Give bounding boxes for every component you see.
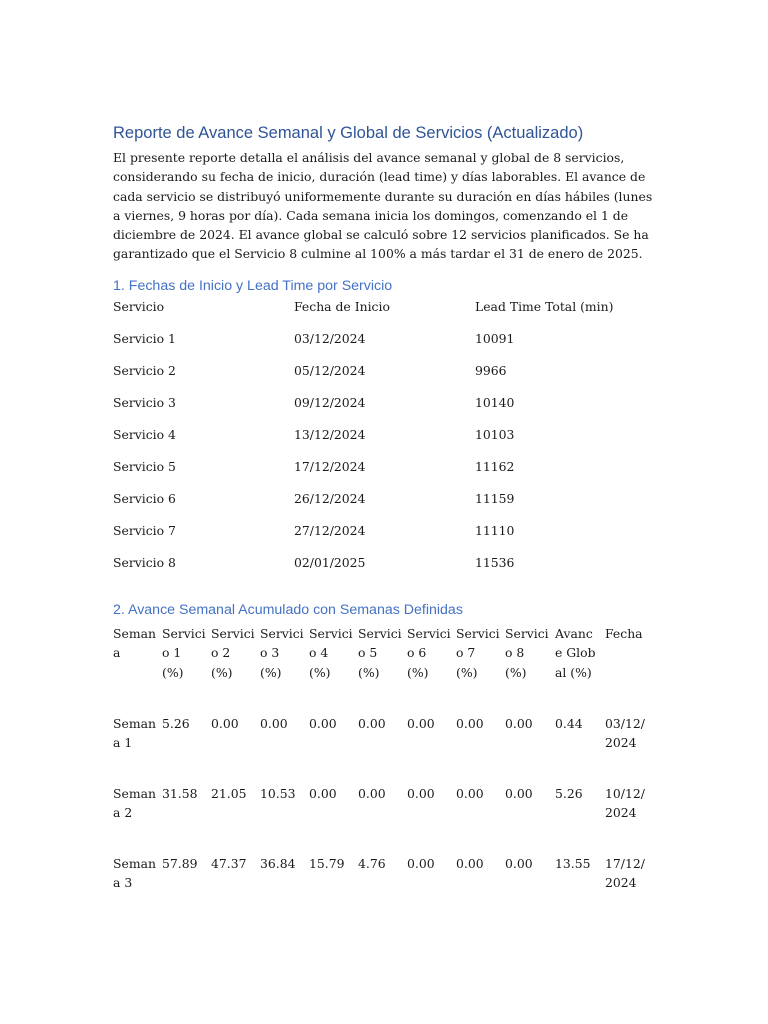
column-header: Fecha — [605, 626, 643, 641]
column-header: Fecha de Inicio — [294, 299, 390, 314]
table-cell: 0.00 — [505, 856, 533, 871]
table-cell: 26/12/2024 — [294, 491, 366, 506]
table-cell: 05/12/2024 — [294, 363, 366, 378]
table-cell: 09/12/2024 — [294, 395, 366, 410]
table-cell: 0.00 — [407, 786, 435, 801]
table-cell: Servicio 7 — [113, 523, 176, 538]
table-cell: 47.37 — [211, 856, 247, 871]
table-cell: 0.00 — [505, 716, 533, 731]
table-cell: 0.00 — [309, 786, 337, 801]
table-cell: 10/12/2024 — [605, 786, 645, 821]
column-header: Servicio 7 (%) — [456, 626, 500, 680]
report-title: Reporte de Avance Semanal y Global de Servicios (Actualizado) — [113, 124, 584, 142]
table-cell: 17/12/2024 — [294, 459, 366, 474]
column-header: Lead Time Total (min) — [475, 299, 614, 314]
table-cell: 4.76 — [358, 856, 386, 871]
table-cell: 0.00 — [309, 716, 337, 731]
column-header: Semana — [113, 626, 156, 661]
column-header: Servicio 8 (%) — [505, 626, 549, 680]
table-cell: 0.00 — [505, 786, 533, 801]
table-cell: 10.53 — [260, 786, 296, 801]
table-cell: 0.00 — [211, 716, 239, 731]
column-header: Servicio 1 (%) — [162, 626, 206, 680]
table-cell: Servicio 6 — [113, 491, 176, 506]
table-cell: 0.00 — [260, 716, 288, 731]
table-cell: 0.00 — [407, 856, 435, 871]
column-header: Servicio 3 (%) — [260, 626, 304, 680]
section1-heading: 1. Fechas de Inicio y Lead Time por Servicio — [113, 278, 393, 294]
table-cell: 13/12/2024 — [294, 427, 366, 442]
table-cell: 31.58 — [162, 786, 198, 801]
column-header: Avance Global (%) — [555, 626, 596, 680]
table-cell: Servicio 8 — [113, 555, 176, 570]
table-cell: 9966 — [475, 363, 507, 378]
table-cell: 10140 — [475, 395, 515, 410]
table-cell: 0.00 — [407, 716, 435, 731]
table-cell: 03/12/2024 — [294, 331, 366, 346]
section2-heading: 2. Avance Semanal Acumulado con Semanas Definidas — [113, 602, 463, 618]
table-cell: Servicio 3 — [113, 395, 176, 410]
table-cell: Servicio 5 — [113, 459, 176, 474]
table-cell: Servicio 1 — [113, 331, 176, 346]
column-header: Servicio 6 (%) — [407, 626, 451, 680]
table-cell: 03/12/2024 — [605, 716, 645, 751]
intro-paragraph: El presente reporte detalla el análisis del avance semanal y global de 8 servicios, considerando su fecha de inicio, duración (lead time) y días laborables. El avance de cada servicio se distribuyó uniformemente durante su duración en días hábiles (lunes a viernes, 9 horas por día). Cada semana inicia los domingos, comenzando el 1 de diciembre de 2024. El avance global se calculó sobre 12 servicios planificados. Se ha garantizado que el Servicio 8 culmine al 100% a más tardar el 31 de enero de 2025. — [113, 150, 653, 262]
table-cell: 13.55 — [555, 856, 591, 871]
column-header: Servicio 5 (%) — [358, 626, 402, 680]
table-cell: 0.00 — [456, 856, 484, 871]
table-cell: Servicio 4 — [113, 427, 176, 442]
table-cell: Semana 3 — [113, 856, 156, 891]
table-cell: 0.44 — [555, 716, 583, 731]
table-cell: 17/12/2024 — [605, 856, 645, 891]
table-cell: Servicio 2 — [113, 363, 176, 378]
table-cell: 5.26 — [162, 716, 190, 731]
column-header: Servicio — [113, 299, 165, 314]
table-cell: 11162 — [475, 459, 515, 474]
table-cell: 36.84 — [260, 856, 296, 871]
table-cell: 02/01/2025 — [294, 555, 366, 570]
table-cell: 0.00 — [456, 716, 484, 731]
table-cell: 10091 — [475, 331, 515, 346]
column-header: Servicio 4 (%) — [309, 626, 353, 680]
table-cell: 15.79 — [309, 856, 345, 871]
table-cell: 0.00 — [456, 786, 484, 801]
table-cell: 0.00 — [358, 786, 386, 801]
table-cell: 11159 — [475, 491, 515, 506]
table-cell: Semana 1 — [113, 716, 156, 751]
table-cell: 10103 — [475, 427, 515, 442]
table-cell: 5.26 — [555, 786, 583, 801]
column-header: Servicio 2 (%) — [211, 626, 255, 680]
table-cell: 11110 — [475, 523, 515, 538]
table-cell: 27/12/2024 — [294, 523, 366, 538]
table-cell: 11536 — [475, 555, 515, 570]
table-cell: Semana 2 — [113, 786, 156, 821]
table-cell: 57.89 — [162, 856, 198, 871]
table-cell: 21.05 — [211, 786, 247, 801]
table-cell: 0.00 — [358, 716, 386, 731]
